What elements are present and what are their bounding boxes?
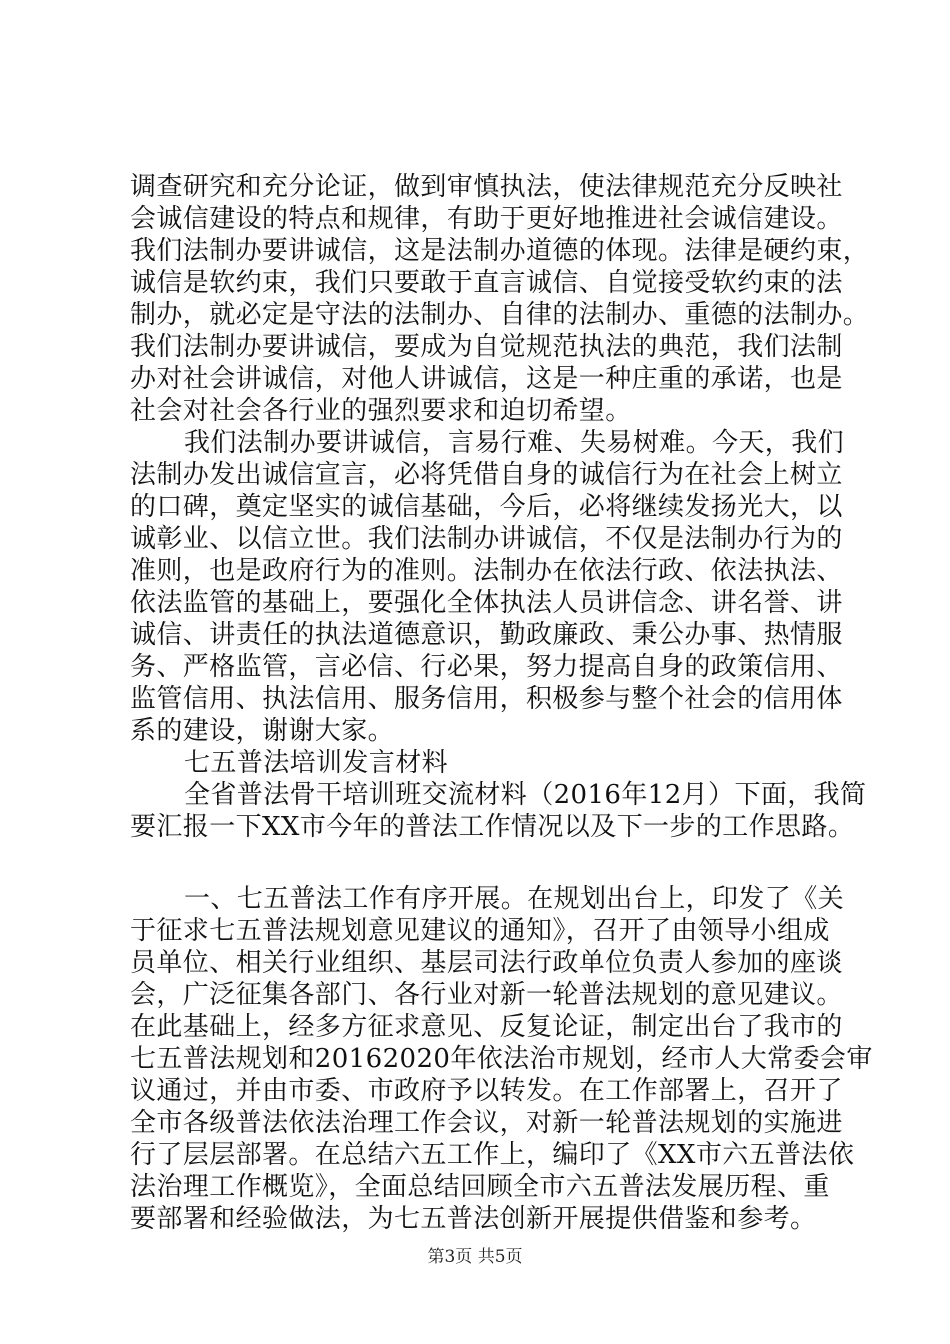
text-line: 诚信、讲责任的执法道德意识，勤政廉政、秉公办事、热情服 — [130, 620, 843, 650]
text-line: 系的建设，谢谢大家。 — [130, 716, 395, 746]
text-line: 我们法制办要讲诚信，要成为自觉规范执法的典范，我们法制 — [130, 332, 843, 362]
text-line: 要汇报一下XX市今年的普法工作情况以及下一步的工作思路。 — [130, 812, 855, 842]
text-line: 全省普法骨干培训班交流材料（2016年12月）下面，我简 — [184, 780, 867, 810]
text-line: 诚信是软约束，我们只要敢于直言诚信、自觉接受软约束的法 — [130, 268, 843, 298]
text-line: 行了层层部署。在总结六五工作上，编印了《XX市六五普法依 — [130, 1140, 855, 1170]
text-line: 全市各级普法依法治理工作会议，对新一轮普法规划的实施进 — [130, 1108, 843, 1138]
text-line: 法治理工作概览》，全面总结回顾全市六五普法发展历程、重 — [130, 1172, 830, 1202]
text-line: 准则，也是政府行为的准则。法制办在依法行政、依法执法、 — [130, 556, 843, 586]
text-line: 制办，就必定是守法的法制办、自律的法制办、重德的法制办。 — [130, 300, 870, 330]
page-footer: 第3页 共5页 — [427, 1247, 523, 1267]
text-line: 一、七五普法工作有序开展。在规划出台上，印发了《关 — [184, 884, 845, 914]
text-line: 务、严格监管，言必信、行必果，努力提高自身的政策信用、 — [130, 652, 843, 682]
text-line: 我们法制办要讲诚信，言易行难、失易树难。今天，我们 — [184, 428, 845, 458]
text-line: 诚彰业、以信立世。我们法制办讲诚信，不仅是法制办行为的 — [130, 524, 843, 554]
text-line: 社会对社会各行业的强烈要求和迫切希望。 — [130, 396, 632, 426]
text-line: 监管信用、执法信用、服务信用，积极参与整个社会的信用体 — [130, 684, 843, 714]
text-line: 七五普法规划和20162020年依法治市规划，经市人大常委会审 — [130, 1044, 873, 1074]
text-line: 会诚信建设的特点和规律，有助于更好地推进社会诚信建设。 — [130, 204, 843, 234]
paragraph-gap — [130, 843, 850, 883]
text-line: 要部署和经验做法，为七五普法创新开展提供借鉴和参考。 — [130, 1204, 817, 1234]
text-line: 调查研究和充分论证，做到审慎执法，使法律规范充分反映社 — [130, 172, 843, 202]
text-line: 的口碑，奠定坚实的诚信基础，今后，必将继续发扬光大，以 — [130, 492, 843, 522]
text-line: 我们法制办要讲诚信，这是法制办道德的体现。法律是硬约束， — [130, 236, 870, 266]
text-line: 员单位、相关行业组织、基层司法行政单位负责人参加的座谈 — [130, 948, 843, 978]
document-body — [130, 171, 873, 1235]
section-heading: 七五普法培训发言材料 — [184, 748, 449, 778]
text-line: 于征求七五普法规划意见建议的通知》，召开了由领导小组成 — [130, 916, 830, 946]
text-line: 会，广泛征集各部门、各行业对新一轮普法规划的意见建议。 — [130, 980, 843, 1010]
text-line: 议通过，并由市委、市政府予以转发。在工作部署上，召开了 — [130, 1076, 843, 1106]
text-line: 在此基础上，经多方征求意见、反复论证，制定出台了我市的 — [130, 1012, 843, 1042]
text-line: 办对社会讲诚信，对他人讲诚信，这是一种庄重的承诺，也是 — [130, 364, 843, 394]
text-line: 法制办发出诚信宣言，必将凭借自身的诚信行为在社会上树立 — [130, 460, 843, 490]
text-line: 依法监管的基础上，要强化全体执法人员讲信念、讲名誉、讲 — [130, 588, 843, 618]
